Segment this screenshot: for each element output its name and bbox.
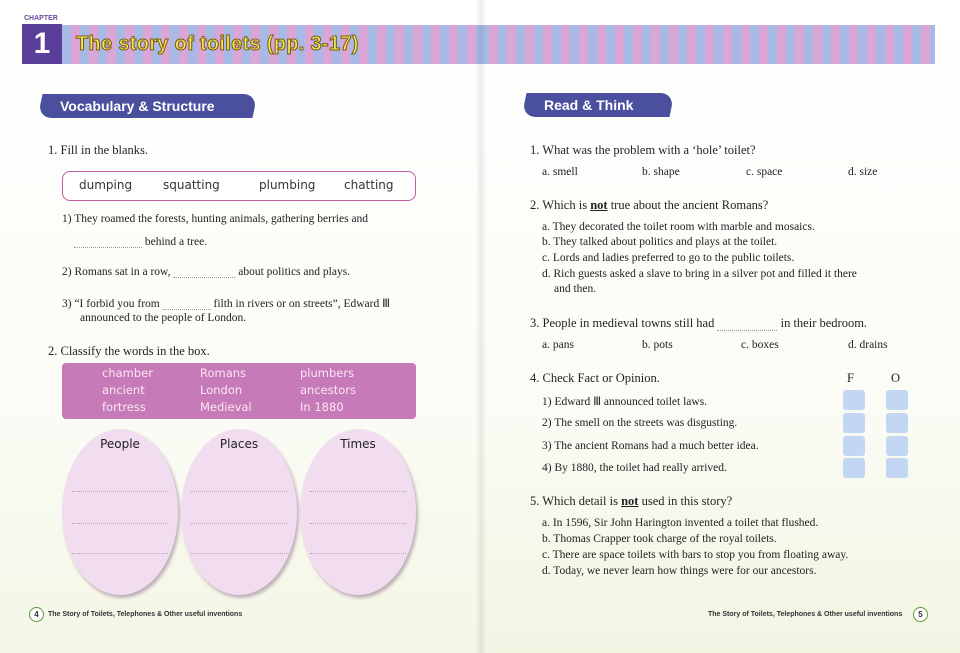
answer-line[interactable] [72, 491, 168, 492]
statement-item: 2) The smell on the streets was disgusting. [542, 417, 738, 429]
answer-line[interactable] [310, 523, 406, 524]
question-text: in their bedroom. [780, 316, 868, 330]
question-text: true about the ancient Romans? [610, 198, 769, 212]
question-text: 5. Which detail is [530, 494, 618, 508]
classify-word: fortress [102, 400, 146, 414]
page-footer: The Story of Toilets, Telephones & Other useful inventions [708, 611, 903, 618]
answer-line[interactable] [191, 523, 287, 524]
answer-option[interactable]: c. boxes [741, 339, 779, 351]
section-banner-vocabulary [37, 94, 257, 118]
sentence-3 [62, 296, 390, 310]
answer-option[interactable]: a. In 1596, Sir John Harington invented a toilet that flushed. [542, 517, 819, 529]
word-choice: chatting [344, 178, 394, 192]
section-title: Read & Think [544, 97, 634, 113]
classify-word-box [62, 363, 416, 419]
category-heading: Places [219, 437, 259, 451]
answer-option[interactable]: d. size [848, 166, 878, 178]
question-3-label [530, 316, 867, 331]
sentence-text: 3) “I forbid you from [62, 298, 160, 310]
answer-option[interactable]: c. space [746, 166, 783, 178]
answer-line[interactable] [191, 491, 287, 492]
answer-option[interactable]: a. They decorated the toilet room with marble and mosaics. [542, 221, 815, 233]
question-emphasis: not [590, 198, 608, 212]
opinion-checkbox[interactable] [886, 436, 908, 456]
category-heading: People [100, 437, 140, 451]
category-oval-times [300, 429, 416, 595]
answer-option[interactable]: b. Thomas Crapper took charge of the royal toilets. [542, 533, 777, 545]
blank-field[interactable] [717, 330, 777, 331]
classify-word: London [200, 383, 243, 397]
book-spine-shadow [476, 0, 486, 653]
statement-item: 3) The ancient Romans had a much better idea. [542, 440, 759, 452]
answer-option[interactable]: b. shape [642, 166, 680, 178]
answer-line[interactable] [72, 523, 168, 524]
answer-option[interactable]: a. smell [542, 166, 578, 178]
classify-word: plumbers [300, 366, 355, 380]
word-box [62, 171, 416, 201]
word-choice: plumbing [259, 178, 316, 192]
classify-word: Medieval [200, 400, 252, 414]
chapter-label: CHAPTER [24, 15, 58, 22]
question-1-label: 1. Fill in the blanks. [48, 143, 148, 157]
category-oval-places [181, 429, 297, 595]
answer-line[interactable] [72, 553, 168, 554]
question-text: 3. People in medieval towns still had [530, 316, 715, 330]
page-footer: The Story of Toilets, Telephones & Other useful inventions [48, 611, 243, 618]
question-text: 2. Which is [530, 198, 588, 212]
classify-word: chamber [102, 366, 153, 380]
header-stripe [480, 25, 935, 64]
classify-word: ancient [102, 383, 145, 397]
fact-checkbox[interactable] [843, 458, 865, 478]
classify-word: In 1880 [300, 400, 344, 414]
blank-field[interactable] [74, 247, 142, 248]
answer-option[interactable]: c. There are space toilets with bars to stop you from floating away. [542, 549, 849, 561]
sentence-text: about politics and plays. [238, 266, 351, 278]
section-title: Vocabulary & Structure [60, 98, 215, 114]
opinion-checkbox[interactable] [886, 390, 908, 410]
answer-line[interactable] [310, 491, 406, 492]
question-text: used in this story? [641, 494, 733, 508]
answer-option[interactable]: b. pots [642, 339, 673, 351]
chapter-number: 1 [22, 24, 62, 64]
fact-checkbox[interactable] [843, 413, 865, 433]
opinion-column-header: O [891, 371, 901, 385]
answer-option[interactable]: a. pans [542, 339, 574, 351]
answer-line[interactable] [310, 553, 406, 554]
answer-option[interactable]: d. Rich guests asked a slave to bring in a silver pot and filled it there [542, 268, 857, 280]
answer-option-cont: and then. [554, 283, 597, 295]
sentence-1: 1) They roamed the forests, hunting animals, gathering berries and [62, 213, 369, 225]
word-choice: dumping [79, 178, 133, 192]
question-2-label: 2. Classify the words in the box. [48, 344, 210, 358]
page-number: 5 [913, 607, 928, 622]
opinion-checkbox[interactable] [886, 458, 908, 478]
sentence-1-cont [74, 236, 207, 248]
question-emphasis: not [621, 494, 639, 508]
answer-option[interactable]: b. They talked about politics and plays at the toilet. [542, 236, 778, 248]
statement-item: 4) By 1880, the toilet had really arrived. [542, 462, 727, 474]
category-heading: Times [340, 437, 376, 451]
chapter-title: The story of toilets (pp. 3-17) [76, 33, 359, 55]
opinion-checkbox[interactable] [886, 413, 908, 433]
answer-line[interactable] [191, 553, 287, 554]
fact-checkbox[interactable] [843, 436, 865, 456]
sentence-text: 2) Romans sat in a row, [62, 266, 171, 278]
section-banner-read-think [521, 93, 674, 117]
fact-checkbox[interactable] [843, 390, 865, 410]
sentence-text: filth in rivers or on streets”, Edward Ⅲ [213, 298, 391, 310]
right-page [480, 0, 960, 653]
word-choice: squatting [163, 178, 220, 192]
sentence-3-cont: announced to the people of London. [80, 312, 247, 324]
question-1-label: 1. What was the problem with a ‘hole’ toilet? [530, 143, 756, 157]
answer-option[interactable]: d. Today, we never learn how things were for our ancestors. [542, 565, 817, 577]
statement-item: 1) Edward Ⅲ announced toilet laws. [542, 396, 708, 408]
question-4-label: 4. Check Fact or Opinion. [530, 371, 660, 385]
sentence-text: behind a tree. [144, 236, 208, 248]
classify-word: ancestors [300, 383, 356, 397]
page-number: 4 [29, 607, 44, 622]
question-2-label [530, 198, 768, 213]
classify-word: Romans [200, 366, 247, 380]
question-5-label [530, 494, 732, 509]
answer-option[interactable]: c. Lords and ladies preferred to go to the public toilets. [542, 252, 795, 264]
blank-field[interactable] [163, 309, 211, 310]
category-oval-people [62, 429, 178, 595]
answer-option[interactable]: d. drains [848, 339, 888, 351]
fact-column-header: F [847, 371, 854, 385]
blank-field[interactable] [173, 277, 235, 278]
sentence-2 [62, 266, 350, 278]
